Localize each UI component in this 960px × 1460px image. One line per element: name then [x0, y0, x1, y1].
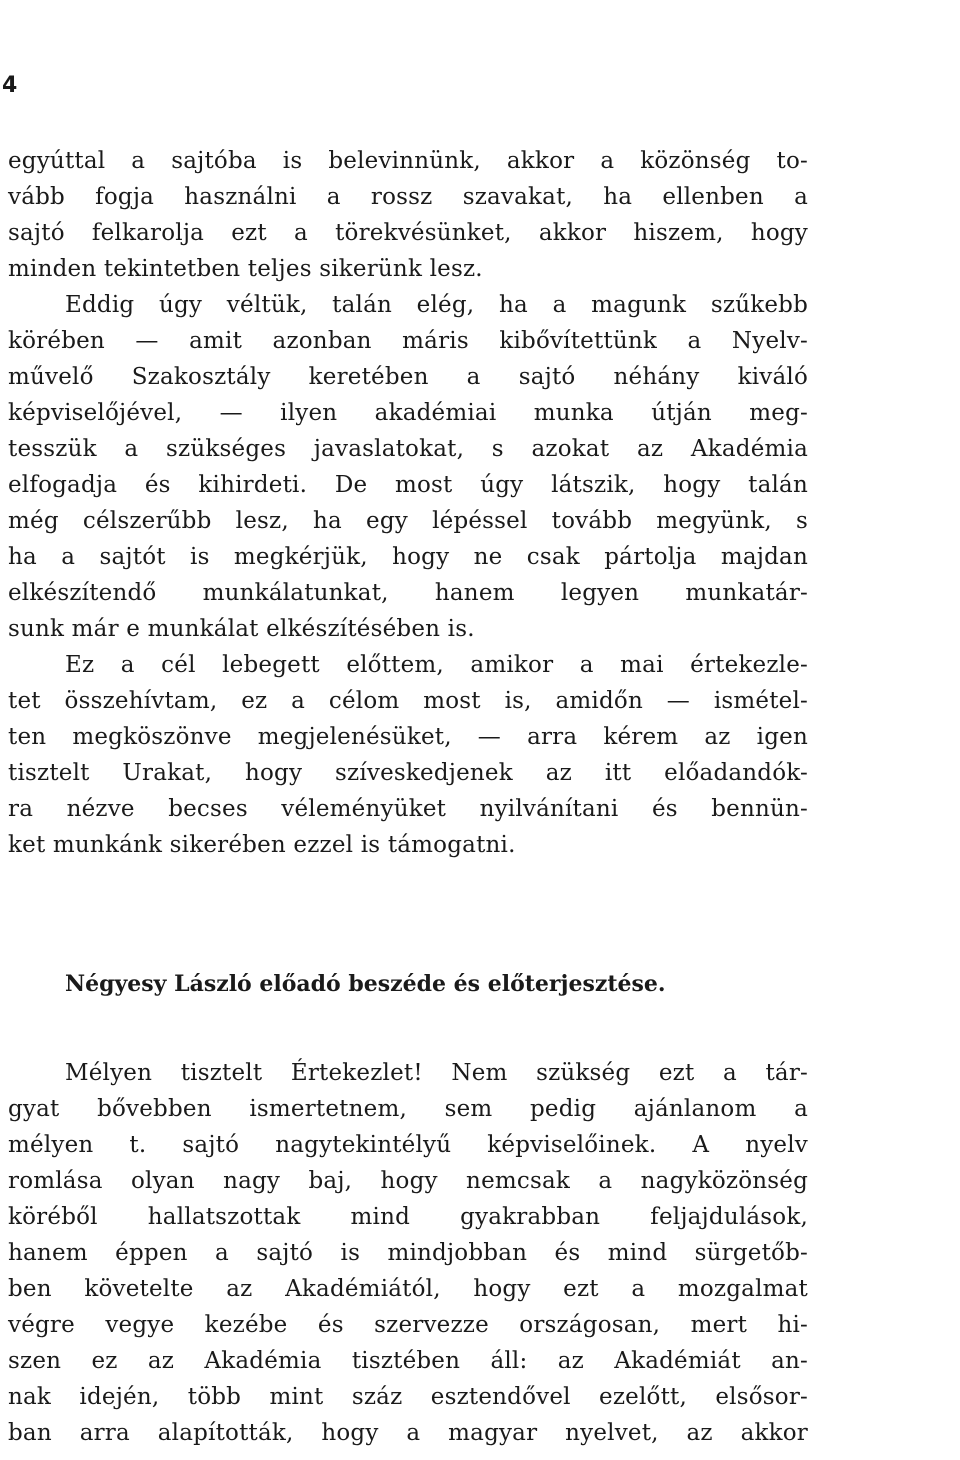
text-line: végre vegye kezébe és szervezze országosan, mert hi- — [8, 1312, 808, 1338]
text-line: ten megköszönve megjelenésüket, — arra kérem az igen — [8, 724, 808, 750]
text-line: mélyen t. sajtó nagytekintélyű képviselőinek. A nyelv — [8, 1132, 808, 1158]
text-line: nak idején, több mint száz esztendővel ezelőtt, elsősor- — [8, 1384, 808, 1410]
text-line: romlása olyan nagy baj, hogy nemcsak a nagyközönség — [8, 1168, 808, 1194]
text-line: ban arra alapították, hogy a magyar nyelvet, az akkor — [8, 1420, 808, 1446]
page-number: 4 — [2, 73, 18, 98]
text-line: tisztelt Urakat, hogy szíveskedjenek az itt előadandók- — [8, 760, 808, 786]
text-line: sajtó felkarolja ezt a törekvésünket, akkor hiszem, hogy — [8, 220, 808, 246]
text-line: ket munkánk sikerében ezzel is támogatni. — [8, 832, 516, 858]
text-line: minden tekintetben teljes sikerünk lesz. — [8, 256, 483, 282]
text-line: elfogadja és kihirdeti. De most úgy látszik, hogy talán — [8, 472, 808, 498]
text-line: szen ez az Akadémia tisztében áll: az Akadémiát an- — [8, 1348, 808, 1374]
text-line: Ez a cél lebegett előttem, amikor a mai értekezle- — [65, 652, 808, 678]
text-line: körében — amit azonban máris kibővítettünk a Nyelv- — [8, 328, 808, 354]
text-line: sunk már e munkálat elkészítésében is. — [8, 616, 475, 642]
text-line: ra nézve becses véleményüket nyilvánítani és bennün- — [8, 796, 808, 822]
text-line: köréből hallatszottak mind gyakrabban feljajdulások, — [8, 1204, 808, 1230]
text-line: ha a sajtót is megkérjük, hogy ne csak pártolja majdan — [8, 544, 808, 570]
text-line: hanem éppen a sajtó is mindjobban és mind sürgetőb- — [8, 1240, 808, 1266]
text-line: még célszerűbb lesz, ha egy lépéssel tovább megyünk, s — [8, 508, 808, 534]
text-line: gyat bővebben ismertetnem, sem pedig ajánlanom a — [8, 1096, 808, 1122]
text-line: vább fogja használni a rossz szavakat, ha ellenben a — [8, 184, 808, 210]
text-line: képviselőjével, — ilyen akadémiai munka útján meg- — [8, 400, 808, 426]
text-line: művelő Szakosztály keretében a sajtó néhány kiváló — [8, 364, 808, 390]
text-line: Eddig úgy véltük, talán elég, ha a magunk szűkebb — [65, 292, 808, 318]
text-line: egyúttal a sajtóba is belevinnünk, akkor a közönség to- — [8, 148, 808, 174]
text-line: ben követelte az Akadémiától, hogy ezt a mozgalmat — [8, 1276, 808, 1302]
section-heading: Négyesy László előadó beszéde és előterjesztése. — [65, 971, 666, 997]
text-line: tesszük a szükséges javaslatokat, s azokat az Akadémia — [8, 436, 808, 462]
text-line: tet összehívtam, ez a célom most is, amidőn — ismétel- — [8, 688, 808, 714]
text-line: elkészítendő munkálatunkat, hanem legyen munkatár- — [8, 580, 808, 606]
text-line: Mélyen tisztelt Értekezlet! Nem szükség ezt a tár- — [65, 1060, 808, 1086]
